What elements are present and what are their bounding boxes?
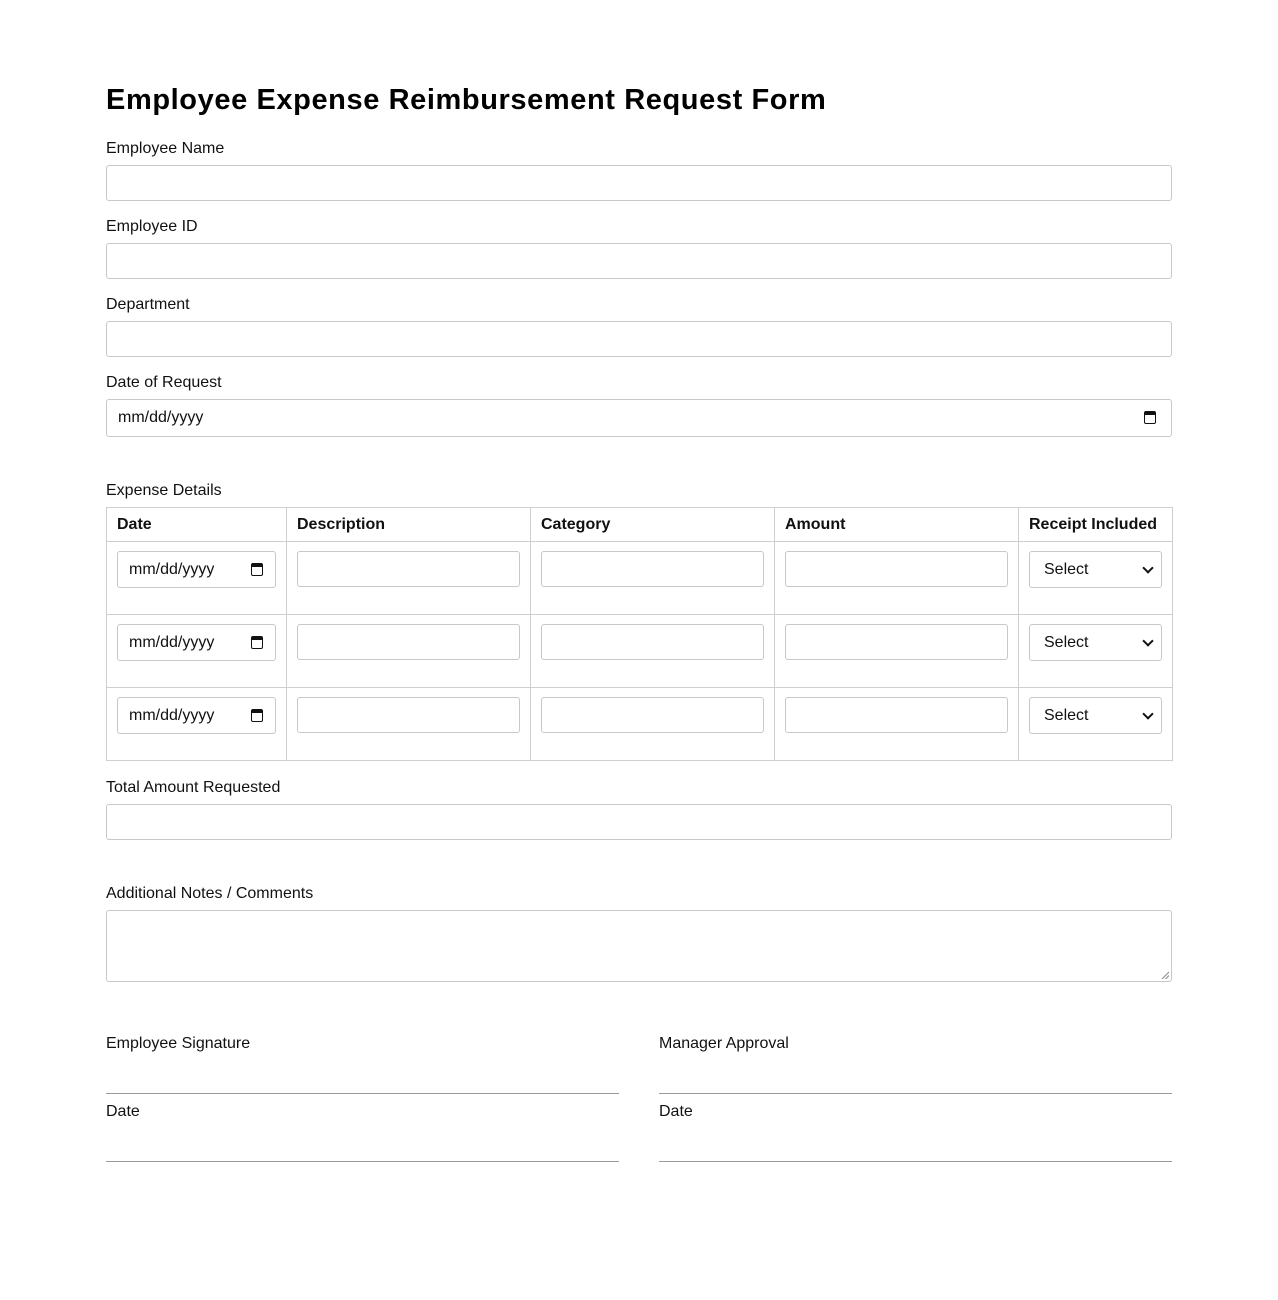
employee-date-label: Date — [106, 1103, 140, 1120]
calendar-icon[interactable] — [251, 563, 263, 576]
calendar-icon[interactable] — [1144, 411, 1156, 424]
table-cell-amount — [775, 688, 1019, 761]
expense-amount-input[interactable] — [785, 697, 1008, 733]
select-value: Select — [1044, 634, 1089, 651]
manager-approval-line[interactable] — [659, 1093, 1172, 1094]
expense-category-input[interactable] — [541, 551, 764, 587]
table-cell-description — [287, 688, 531, 761]
expense-table — [106, 507, 1173, 761]
table-row — [107, 542, 1173, 615]
notes-textarea[interactable] — [106, 910, 1172, 982]
receipt-included-select[interactable] — [1029, 624, 1162, 661]
table-cell-description — [287, 542, 531, 615]
table-cell-date — [107, 688, 287, 761]
table-row — [107, 615, 1173, 688]
expense-category-input[interactable] — [541, 624, 764, 660]
receipt-included-select[interactable] — [1029, 551, 1162, 588]
expense-description-input[interactable] — [297, 697, 520, 733]
table-cell-amount — [775, 542, 1019, 615]
select-value: Select — [1044, 561, 1089, 578]
expense-amount-input[interactable] — [785, 624, 1008, 660]
table-cell-category — [531, 688, 775, 761]
table-cell-category — [531, 542, 775, 615]
receipt-included-select[interactable] — [1029, 697, 1162, 734]
employee-id-label: Employee ID — [106, 218, 198, 235]
calendar-icon[interactable] — [251, 636, 263, 649]
chevron-down-icon — [1142, 635, 1153, 646]
column-header-description: Description — [287, 508, 531, 542]
table-cell-receipt — [1019, 542, 1173, 615]
expense-category-input[interactable] — [541, 697, 764, 733]
page-title: Employee Expense Reimbursement Request Form — [106, 84, 827, 116]
select-value: Select — [1044, 707, 1089, 724]
expense-date-input[interactable] — [117, 697, 276, 734]
table-header-row — [107, 508, 1173, 542]
date-of-request-input[interactable] — [106, 399, 1172, 437]
table-cell-amount — [775, 615, 1019, 688]
total-amount-input[interactable] — [106, 804, 1172, 840]
table-row — [107, 688, 1173, 761]
manager-approval-label: Manager Approval — [659, 1035, 789, 1052]
notes-label: Additional Notes / Comments — [106, 885, 314, 902]
table-cell-date — [107, 615, 287, 688]
date-placeholder: mm/dd/yyyy — [129, 561, 215, 578]
employee-date-line[interactable] — [106, 1161, 619, 1162]
employee-signature-label: Employee Signature — [106, 1035, 251, 1052]
table-cell-description — [287, 615, 531, 688]
expense-details-label: Expense Details — [106, 482, 222, 499]
manager-date-line[interactable] — [659, 1161, 1172, 1162]
column-header-receipt-included: Receipt Included — [1019, 508, 1173, 542]
expense-date-input[interactable] — [117, 551, 276, 588]
table-cell-receipt — [1019, 688, 1173, 761]
table-cell-date — [107, 542, 287, 615]
chevron-down-icon — [1142, 562, 1153, 573]
resize-handle-icon[interactable] — [1161, 971, 1169, 979]
employee-id-input[interactable] — [106, 243, 1172, 279]
manager-date-label: Date — [659, 1103, 693, 1120]
department-label: Department — [106, 296, 190, 313]
table-cell-category — [531, 615, 775, 688]
column-header-category: Category — [531, 508, 775, 542]
employee-name-label: Employee Name — [106, 140, 225, 157]
column-header-amount: Amount — [775, 508, 1019, 542]
date-placeholder: mm/dd/yyyy — [129, 634, 215, 651]
employee-name-input[interactable] — [106, 165, 1172, 201]
date-placeholder: mm/dd/yyyy — [129, 707, 215, 724]
department-input[interactable] — [106, 321, 1172, 357]
employee-signature-line[interactable] — [106, 1093, 619, 1094]
calendar-icon[interactable] — [251, 709, 263, 722]
date-of-request-label: Date of Request — [106, 374, 222, 391]
total-amount-label: Total Amount Requested — [106, 779, 281, 796]
expense-description-input[interactable] — [297, 624, 520, 660]
table-cell-receipt — [1019, 615, 1173, 688]
expense-description-input[interactable] — [297, 551, 520, 587]
chevron-down-icon — [1142, 708, 1153, 719]
expense-amount-input[interactable] — [785, 551, 1008, 587]
expense-date-input[interactable] — [117, 624, 276, 661]
column-header-date: Date — [107, 508, 287, 542]
date-placeholder: mm/dd/yyyy — [118, 409, 204, 426]
